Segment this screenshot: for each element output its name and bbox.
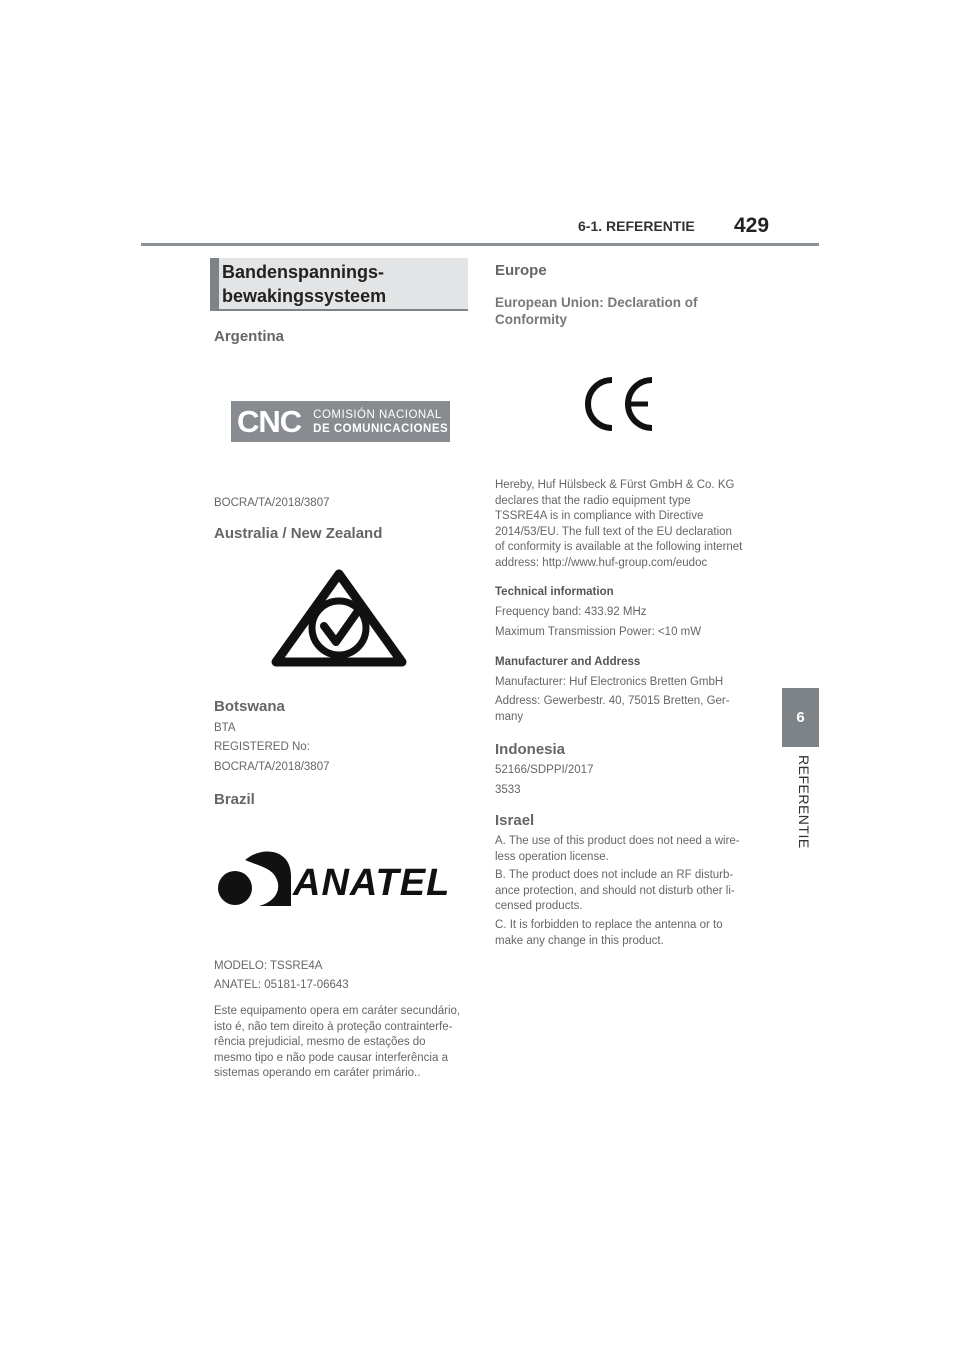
text-line: Este equipamento opera em caráter secundário,	[214, 1005, 461, 1017]
text-line: rência prejudicial, mesmo de estações do	[214, 1036, 426, 1048]
heading-argentina: Argentina	[214, 328, 285, 345]
indonesia-line2: 3533	[495, 784, 521, 796]
section-title-line1: Bandenspannings-	[222, 262, 385, 282]
text-line: censed products.	[495, 900, 583, 912]
cnc-logo	[231, 401, 450, 442]
anatel-logo	[217, 846, 457, 908]
cnc-logo-words	[313, 408, 448, 436]
text-line: TSSRE4A is in compliance with Directive	[495, 510, 704, 522]
manufacturer: Manufacturer: Huf Electronics Bretten GmbH	[495, 676, 724, 688]
brazil-anatel-code: ANATEL: 05181-17-06643	[214, 979, 349, 991]
ce-mark-icon	[582, 376, 658, 432]
heading-australia: Australia / New Zealand	[214, 525, 383, 542]
text-line: Hereby, Huf Hülsbeck & Fürst GmbH & Co. KG	[495, 479, 735, 491]
text-line: isto é, não tem direito à proteção contrainterfe-	[214, 1020, 453, 1033]
text-line: mesmo tipo e não pode causar interferência a	[214, 1051, 448, 1064]
europe-paragraph	[495, 478, 742, 571]
section-title-line2: bewakingssysteem	[222, 286, 387, 306]
text-line: of conformity is available at the following internet	[495, 541, 743, 553]
frequency-band: Frequency band: 433.92 MHz	[495, 606, 647, 618]
chapter-label: REFERENTIE	[796, 755, 812, 849]
heading-indonesia: Indonesia	[495, 741, 566, 758]
botswana-line2: REGISTERED No:	[214, 741, 310, 753]
anatel-emblem-icon	[217, 846, 293, 908]
text-line: Address: Gewerbestr. 40, 75015 Bretten, Ger-	[495, 695, 730, 707]
text-line: make any change in this product.	[495, 934, 664, 947]
text-line: 2014/53/EU. The full text of the EU declaration	[495, 525, 732, 538]
technical-info-heading: Technical information	[495, 586, 614, 598]
europe-subheading-line1: European Union: Declaration of	[495, 295, 698, 310]
text-line: ance protection, and should not disturb other li-	[495, 884, 735, 897]
text-line: address: http://www.huf-group.com/eudoc	[495, 556, 708, 569]
botswana-line3: BOCRA/TA/2018/3807	[214, 761, 330, 773]
text-line: sistemas operando em caráter primário..	[214, 1067, 421, 1079]
brazil-model: MODELO: TSSRE4A	[214, 960, 323, 972]
brazil-paragraph	[214, 1004, 460, 1082]
page-number: 429	[734, 214, 770, 237]
rcm-mark-icon	[268, 566, 410, 672]
botswana-line1: BTA	[214, 722, 236, 734]
cnc-logo-line1: COMISIÓN NACIONAL	[313, 408, 442, 421]
cnc-logo-line2: DE COMUNICACIONES	[313, 422, 449, 435]
israel-c	[495, 918, 723, 949]
heading-europe: Europe	[495, 262, 547, 279]
address	[495, 694, 730, 725]
europe-subheading-line2: Conformity	[495, 312, 567, 327]
text-line: declares that the radio equipment type	[495, 494, 691, 507]
text-line: less operation license.	[495, 850, 609, 863]
text-line: many	[495, 710, 524, 723]
max-power: Maximum Transmission Power: <10 mW	[495, 626, 702, 638]
heading-brazil: Brazil	[214, 791, 255, 808]
anatel-logo-text: ANATEL	[293, 862, 451, 904]
section-title-box	[210, 258, 468, 311]
indonesia-line1: 52166/SDPPI/2017	[495, 764, 594, 776]
israel-a	[495, 834, 740, 865]
israel-b	[495, 868, 735, 915]
text-line: C. It is forbidden to replace the antenna or to	[495, 919, 723, 931]
chapter-tab[interactable]: 6	[782, 688, 819, 747]
europe-subheading	[495, 294, 698, 328]
text-line: A. The use of this product does not need a wire-	[495, 835, 740, 847]
header-section-title: 6-1. REFERENTIE	[578, 218, 695, 234]
argentina-code: BOCRA/TA/2018/3807	[214, 497, 330, 509]
heading-botswana: Botswana	[214, 698, 285, 715]
manufacturer-heading: Manufacturer and Address	[495, 656, 641, 668]
header-divider	[141, 243, 819, 246]
text-line: B. The product does not include an RF disturb-	[495, 869, 734, 881]
heading-israel: Israel	[495, 812, 535, 829]
cnc-logo-mark: CNC	[237, 403, 302, 439]
